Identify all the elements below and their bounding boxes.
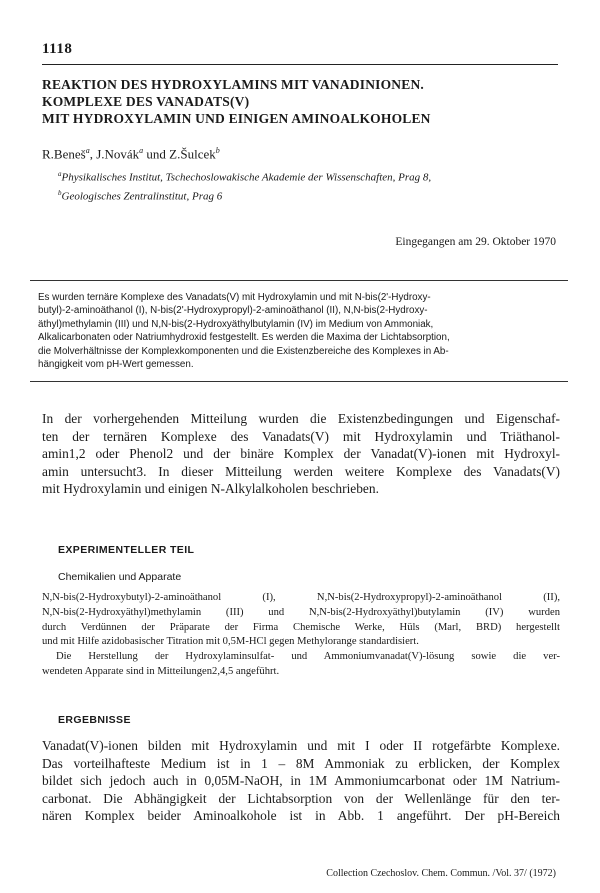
journal-footer: Collection Czechoslov. Chem. Commun. /Vol. 37/ (1972)	[326, 868, 556, 879]
body-line: wendeten Apparate sind in Mitteilungen2,4,5 angeführt.	[42, 665, 280, 677]
title-line: REAKTION DES HYDROXYLAMINS MIT VANADINIONEN.	[42, 77, 424, 92]
abstract-line: die Molverhältnisse der Komplexkomponenten und die Existenzbereiche des Komplexes in Ab-	[38, 345, 449, 357]
header-rule	[42, 64, 558, 65]
chemicals-paragraph	[42, 591, 560, 680]
abstract-line: butyl)-2-aminoäthanol (I), N-bis(2'-Hydroxypropyl)-2-aminoäthanol (II), N,N-bis(2-Hydroxy-	[38, 305, 428, 317]
body-line: ten der ternären Komplexe des Vanadats(V) mit Hydroxylamin und Triäthanol-	[42, 428, 560, 444]
body-line: bildet sich jedoch auch in 0,05M-NaOH, in 1M Ammoniumcarbonat oder 1M Natrium-	[42, 773, 560, 789]
body-line: mit Hydroxylamin und einigen N-Alkylalkoholen beschrieben.	[42, 481, 379, 496]
title-line: KOMPLEXE DES VANADATS(V)	[42, 94, 250, 109]
article-title	[42, 76, 562, 127]
body-line: Die Herstellung der Hydroxylaminsulfat- und Ammoniumvanadat(V)-lösung sowie die ver-	[56, 651, 560, 663]
body-line: N,N-bis(2-Hydroxyäthyl)methylamin (III) und N,N-bis(2-Hydroxyäthyl)butylamin (IV) wurden	[42, 606, 560, 618]
abstract-line: äthyl)methylamin (III) und N,N-bis(2-Hydroxyäthylbutylamin (IV) im Medium von Ammoniak,	[38, 318, 434, 330]
author-name: und Z.Šulcek	[143, 146, 216, 162]
author-affil-mark: a	[139, 146, 144, 155]
author-affil-mark: b	[215, 146, 220, 155]
body-line: carbonat. Die Abhängigkeit der Lichtabsorption von der Wellenlänge für den ter-	[42, 790, 560, 806]
affiliations	[58, 167, 431, 204]
body-line: und mit Hilfe azidobasischer Titration mit 0,5M-HCl gegen Methylorange standardisiert.	[42, 636, 419, 648]
abstract-line: hängigkeit vom pH-Wert gemessen.	[38, 359, 194, 371]
body-line: In der vorhergehenden Mitteilung wurden die Existenzbedingungen und Eigenschaf-	[42, 411, 560, 426]
body-line: amin1,2 oder Phenol2 und der binäre Komplex der Vanadat(V)-ionen mit Hydroxyl-	[42, 446, 560, 461]
abstract	[30, 280, 568, 382]
title-line: MIT HYDROXYLAMIN UND EINIGEN AMINOALKOHOLEN	[42, 111, 431, 126]
affiliation-b: $^b$Geologisches Zentralinstitut, Prag 6	[58, 188, 223, 203]
affiliation-a: $^a$Physikalisches Institut, Tschechoslowakische Akademie der Wissenschaften, Prag 8,	[58, 170, 432, 184]
results-paragraph	[42, 737, 560, 825]
section-heading-results: ERGEBNISSE	[58, 714, 131, 726]
body-line: nären Komplex beider Aminoalkohole ist in Abb. 1 angeführt. Der pH-Bereich	[42, 808, 560, 824]
body-line: Vanadat(V)-ionen bilden mit Hydroxylamin und mit I oder II rotgefärbte Komplexe.	[42, 738, 560, 753]
abstract-line: Alkalicarbonaten oder Natriumhydroxid festgestellt. Es werden die Maxima der Lichtabsorption,	[38, 332, 450, 344]
author-name: R.Beneš	[42, 146, 86, 162]
abstract-line: Es wurden ternäre Komplexe des Vanadats(V) mit Hydroxylamin und mit N-bis(2'-Hydroxy-	[38, 292, 431, 303]
subsection-heading-chemicals: Chemikalien und Apparate	[58, 571, 182, 583]
author-affil-mark: a	[85, 146, 90, 155]
page-number: 1118	[42, 41, 73, 57]
section-heading-experimental: EXPERIMENTELLER TEIL	[58, 544, 195, 556]
body-line: durch Verdünnen der Präparate der Firma Chemische Werke, Hüls (Marl, BRD) hergestellt	[42, 621, 560, 633]
author-name: , J.Novák	[89, 146, 140, 162]
introduction-paragraph	[42, 410, 560, 498]
received-date: Eingegangen am 29. Oktober 1970	[395, 236, 556, 248]
body-line: Das vorteilhafteste Medium ist in 1 – 8M Ammoniak zu erblicken, der Komplex	[42, 755, 560, 771]
body-line: amin untersucht3. In dieser Mitteilung werden weitere Komplexe des Vanadats(V)	[42, 463, 560, 479]
author-list	[42, 146, 220, 162]
body-line: N,N-bis(2-Hydroxybutyl)-2-aminoäthanol (I), N,N-bis(2-Hydroxypropyl)-2-aminoäthanol (II),	[42, 592, 560, 603]
